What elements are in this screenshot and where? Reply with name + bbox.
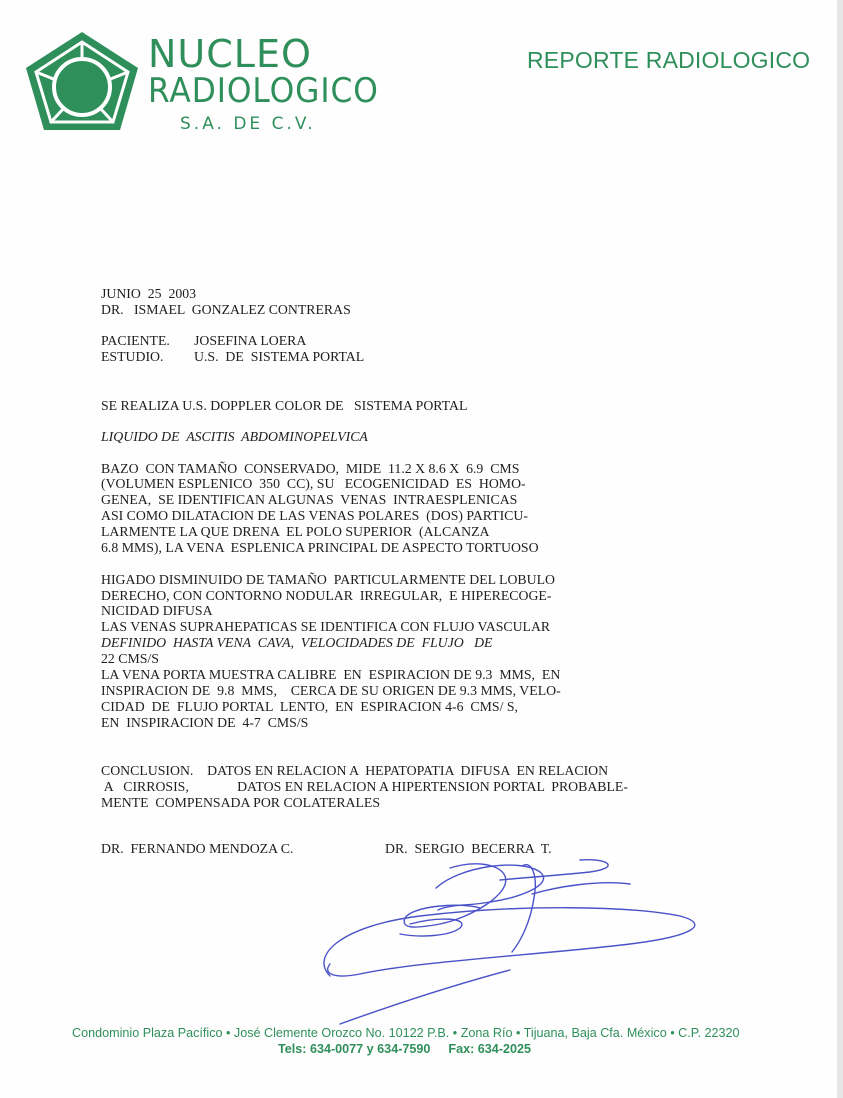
study-intro: SE REALIZA U.S. DOPPLER COLOR DE SISTEMA PORTAL xyxy=(101,398,468,413)
conclusion-line: CONCLUSION. DATOS EN RELACION A HEPATOPATIA DIFUSA EN RELACION xyxy=(101,763,609,778)
higado-line: NICIDAD DIFUSA xyxy=(101,603,213,618)
handwritten-signature-icon xyxy=(300,846,720,1036)
footer-fax: Fax: 634-2025 xyxy=(448,1042,532,1056)
patient-row xyxy=(101,333,306,349)
report-date: JUNIO 25 2003 xyxy=(101,286,197,301)
bazo-line: (VOLUMEN ESPLENICO 350 CC), SU ECOGENICIDAD ES HOMO- xyxy=(101,476,526,491)
finding-ascitis: LIQUIDO DE ASCITIS ABDOMINOPELVICA xyxy=(101,429,368,444)
patient-name: JOSEFINA LOERA xyxy=(194,333,307,348)
brand-name-line2: RADIOLOGICO xyxy=(148,71,379,111)
footer-contact xyxy=(278,1042,531,1056)
referring-doctor: DR. ISMAEL GONZALEZ CONTRERAS xyxy=(101,302,351,317)
bazo-line: LARMENTE LA QUE DRENA EL POLO SUPERIOR (ALCANZA xyxy=(101,524,490,539)
conclusion-line: A CIRROSIS, DATOS EN RELACION A HIPERTENSION PORTAL PROBABLE- xyxy=(101,779,628,794)
footer-address: Condominio Plaza Pacífico • José Clemente Orozco No. 10122 P.B. • Zona Río • Tijuana, Baja Cfa. México • C.P. 22320 xyxy=(72,1026,740,1040)
higado-line: LAS VENAS SUPRAHEPATICAS SE IDENTIFICA CON FLUJO VASCULAR xyxy=(101,619,551,634)
page-edge xyxy=(837,0,843,1098)
bazo-line: ASI COMO DILATACION DE LAS VENAS POLARES (DOS) PARTICU- xyxy=(101,508,528,523)
higado-line: HIGADO DISMINUIDO DE TAMAÑO PARTICULARMENTE DEL LOBULO xyxy=(101,572,555,587)
higado-italic-line: DEFINIDO HASTA VENA CAVA, VELOCIDADES DE FLUJO DE xyxy=(101,635,493,650)
higado-line: 22 CMS/S xyxy=(101,651,159,666)
study-label: ESTUDIO. xyxy=(101,349,164,364)
bazo-line: GENEA, SE IDENTIFICAN ALGUNAS VENAS INTRAESPLENICAS xyxy=(101,492,518,507)
signer-right: DR. SERGIO BECERRA T. xyxy=(385,841,552,856)
patient-label: PACIENTE. xyxy=(101,333,170,348)
porta-line: LA VENA PORTA MUESTRA CALIBRE EN ESPIRACION DE 9.3 MMS, EN xyxy=(101,667,561,682)
higado-line: DERECHO, CON CONTORNO NODULAR IRREGULAR, E HIPERECOGE- xyxy=(101,588,552,603)
bazo-line: BAZO CON TAMAÑO CONSERVADO, MIDE 11.2 X 8.6 X 6.9 CMS xyxy=(101,461,520,476)
brand-company-suffix: S.A. DE C.V. xyxy=(180,114,316,134)
footer-phones: Tels: 634-0077 y 634-7590 xyxy=(278,1042,431,1056)
bazo-line: 6.8 MMS), LA VENA ESPLENICA PRINCIPAL DE ASPECTO TORTUOSO xyxy=(101,540,539,555)
porta-line: EN INSPIRACION DE 4-7 CMS/S xyxy=(101,715,309,730)
report-title: REPORTE RADIOLOGICO xyxy=(527,47,811,73)
signer-left: DR. FERNANDO MENDOZA C. xyxy=(101,841,294,856)
study-row xyxy=(101,349,364,365)
porta-line: CIDAD DE FLUJO PORTAL LENTO, EN ESPIRACION 4-6 CMS/ S, xyxy=(101,699,518,714)
porta-line: INSPIRACION DE 9.8 MMS, CERCA DE SU ORIGEN DE 9.3 MMS, VELO- xyxy=(101,683,561,698)
pentagon-circle-logo-icon xyxy=(24,30,140,134)
brand-name-line1: NUCLEO xyxy=(148,32,312,76)
conclusion-line: MENTE COMPENSADA POR COLATERALES xyxy=(101,795,381,810)
study-name: U.S. DE SISTEMA PORTAL xyxy=(194,349,365,364)
